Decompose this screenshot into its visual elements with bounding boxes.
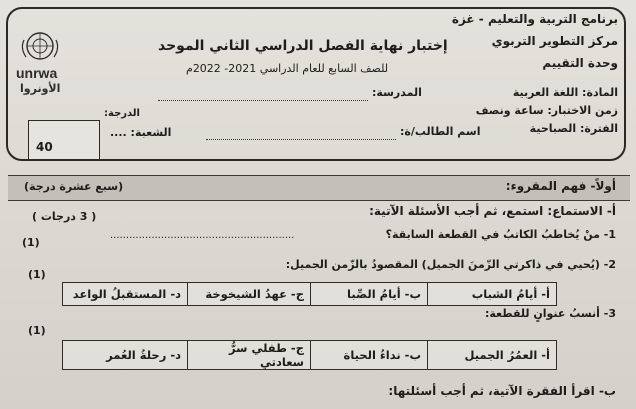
logo-text: unrwa [16,65,58,81]
duration-label: زمن الاختبار: ساعة ونصف [475,104,618,117]
question-3-mark: (1) [28,324,46,337]
question-2-option-a[interactable]: أ- أيامُ الشباب [428,283,557,306]
question-2-mark: (1) [28,268,46,281]
exam-title: إختبار نهاية الفصل الدراسي الثاني الموحد [158,38,448,54]
question-3-option-d[interactable]: د- رحلةُ العُمر [63,341,188,370]
unit-name: وحدة التقييم [542,56,618,70]
score-value: 40 [36,140,53,154]
question-3: 3- أنسبُ عنوانٍ للقطعة: [484,307,616,320]
question-3-option-a[interactable]: أ- العمُرُ الجميل [428,341,557,370]
question-2-option-b[interactable]: ب- أيامُ الصِّبا [311,283,428,306]
student-label: اسم الطالب/ة: [400,125,481,138]
center-name: مركز التطوير التربوي [491,34,618,48]
listening-heading: أ- الاستماع: استمع، ثم أجب الأسئلة الآتية: [369,204,616,218]
reading-heading: ب- اقرأ الفقرة الآتية، ثم أجب أسئلتها: [388,384,616,398]
section-marks: (سبع عشرة درجة) [24,180,124,193]
question-1-mark: (1) [22,236,40,249]
question-2-options [62,282,557,306]
exam-subtitle: للصف السابع للعام الدراسي 2021- 2022م [186,62,389,75]
question-3-option-c[interactable]: ج- طفلي سرُّ سعادتي [188,341,311,370]
section-title: أولاً- فهم المقروء: [505,179,616,193]
period-label: الفترة: الصباحية [529,122,618,135]
question-2: 2- (يُحيي في ذاكرتي الزّمنَ الجميل) المقصودُ بالزّمن الجميل: [285,258,616,271]
section-label: الشعبة: .... [110,126,172,139]
listening-marks: ( 3 درجات ) [32,210,97,223]
program-name: برنامج التربية والتعليم - غزة [451,12,618,26]
logo-text-ar: الأونروا [20,82,61,95]
question-2-option-d[interactable]: د- المستقبلُ الواعد [63,283,188,306]
question-1: 1- منْ يُخاطبُ الكاتبُ في القطعة السابقة؟ [385,228,616,241]
question-1-answer-line[interactable]: .......................................................... [110,230,295,241]
school-label: المدرسة: [372,86,422,99]
school-field[interactable] [158,100,368,101]
question-3-options [62,340,557,370]
unrwa-logo [14,30,74,100]
question-2-option-c[interactable]: ج- عهدُ الشيخوخة [188,283,311,306]
question-3-option-b[interactable]: ب- نداءُ الحياة [311,341,428,370]
student-name-field[interactable] [206,139,396,140]
subject-label: المادة: اللغة العربية [512,86,618,99]
grade-label: الدرجة: [104,108,140,119]
